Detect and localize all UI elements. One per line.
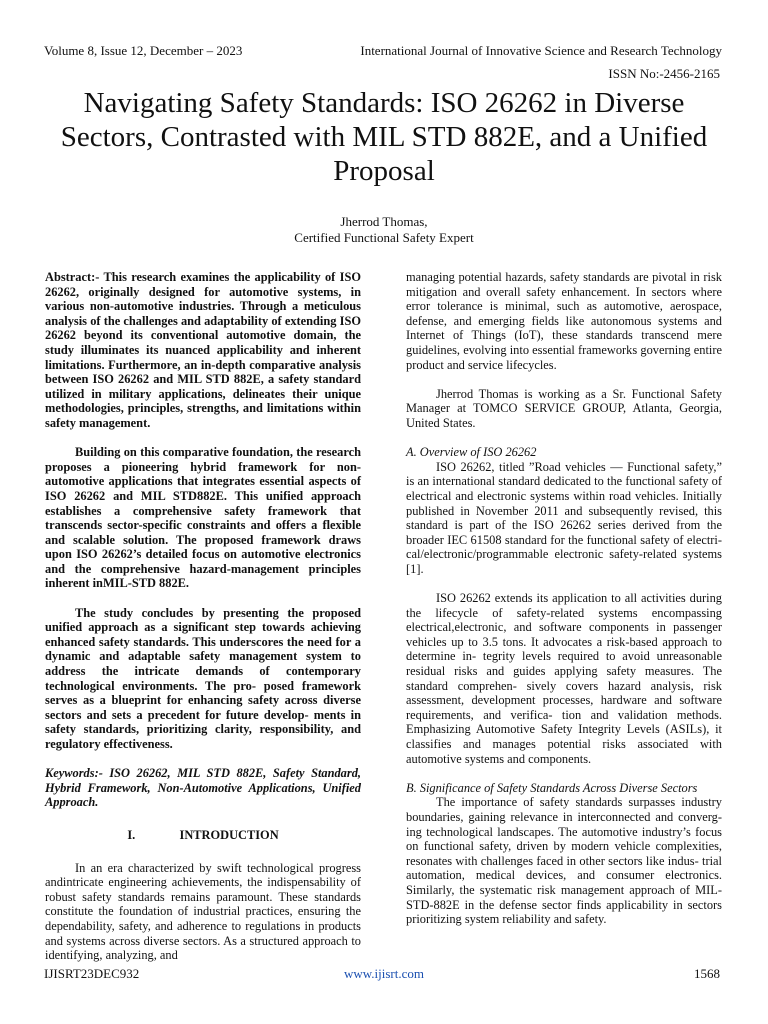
author-block xyxy=(0,214,768,246)
author-affiliation-note: Jherrod Thomas is working as a Sr. Functional Safety Manager at TOMCO SERVICE GROUP, Atlanta, Georgia, United States. xyxy=(406,386,722,430)
section-heading xyxy=(45,828,361,843)
paper-code: IJISRT23DEC932 xyxy=(44,966,140,981)
abstract-paragraph-3: The study concludes by presenting the proposed unified approach as a significant step towards achieving enhanced safety standards. This underscores the need for a dynamic and adaptable safety management system to address the intricate demands of contemporary technological environments. The pro- posed framework serves as a blueprint for enhancing safety across diverse sectors and sets a precedent for future develop- ments in safety standards, prioritizing clarity, responsibility, and regulatory effectiveness. xyxy=(45,605,361,751)
subsection-b-title: B. Significance of Safety Standards Across Diverse Sectors xyxy=(406,780,698,795)
overview-paragraph-2: ISO 26262 extends its application to all activities during the lifecycle of safety-related systems encompassing electrical,electronic, and software components in passenger vehicles up to 3.5 tons. It advocates a risk-based approach to determine in- tegrity levels required to avoid unreasonable residual risks and guides applying safety measures. The standard comprehen- sively covers hazard analysis, risk assessment, development processes, hardware and software requirements, and verifica- tion and validation methods. Emphasizing Automotive Safety Integrity Levels (ASILs), it classifies and manages potential risks associated with automotive systems and components. xyxy=(406,591,722,766)
abstract-paragraph-2: Building on this comparative foundation, the research proposes a pioneering hybrid framework for non-automotive applications that integrates essential aspects of ISO 26262 and MIL STD882E. This unified approach establishes a comprehensive safety framework that transcends sector-specific constraints and offers a flexible and scalable solution. The proposed framework draws upon ISO 26262’s detailed focus on automotive electronics and the comprehensive hazard-management principles inherent inMIL-STD 882E. xyxy=(45,445,361,591)
journal-url-link[interactable]: www.ijisrt.com xyxy=(343,966,425,981)
volume-info: Volume 8, Issue 12, December – 2023 xyxy=(44,43,243,58)
significance-paragraph: The importance of safety standards surpasses industry boundaries, gaining relevance in interconnected and converg- ing technological landscapes. The automotive industry’s focus on functional safety, driven by modern vehicle complexities, resonates with challenges faced in other sectors like indus- trial automation, medical devices, and consumer electronics. Similarly, the systematic risk management approach of MIL- STD-882E in the defense sector finds applicability in sectors prioritizing system reliability and safety. xyxy=(406,795,722,927)
section-number: I. xyxy=(127,827,136,842)
left-column xyxy=(45,270,361,977)
page-number: 1568 xyxy=(694,966,720,981)
keywords: Keywords:- ISO 26262, MIL STD 882E, Safety Standard, Hybrid Framework, Non-Automotive Applications, Unified Approach. xyxy=(45,766,361,810)
author-name: Jherrod Thomas, xyxy=(340,214,428,229)
author-role: Certified Functional Safety Expert xyxy=(294,230,474,245)
subsection-a-title: A. Overview of ISO 26262 xyxy=(406,445,537,460)
overview-paragraph-1: ISO 26262, titled ”Road vehicles — Functional safety,” is an international standard dedicated to the functional safety of electrical and electronic systems within road vehicles. Initially published in November 2011 and subsequently revised, this standard is part of the ISO 26262 series derived from the broader IEC 61508 standard for the functional safety of electri- cal/electronic/programmable electronic safety-related systems [1]. xyxy=(406,459,722,576)
intro-paragraph-1: In an era characterized by swift technological progress andintricate engineering achievements, the indispensability of robust safety standards remains paramount. These standards constitute the foundation of industrial practices, ensuring the dependability, safety, and adherence to regulations in products and systems across diverse sectors. As a structured approach to identifying, analyzing, and xyxy=(45,860,361,963)
intro-paragraph-2: managing potential hazards, safety standards are pivotal in risk mitigation and overall safety enhancement. In sectors where error tolerance is minimal, such as automotive, aerospace, defense, and emerging fields like autonomous systems and Internet of Things (IoT), these standards transcend mere guidelines, evolving into essential frameworks governing entire product and service lifecycles. xyxy=(406,270,722,372)
paper-title: Navigating Safety Standards: ISO 26262 in Diverse Sectors, Contrasted with MIL STD 882E, and a Unified Proposal xyxy=(60,87,708,187)
journal-name: International Journal of Innovative Science and Research Technology xyxy=(360,43,722,58)
right-column xyxy=(406,270,722,941)
abstract-paragraph-1: Abstract:- This research examines the applicability of ISO 26262, originally designed for automotive systems, in various non-automotive industries. Through a meticulous analysis of the challenges and adaptability of extending ISO 26262 beyond its conventional automotive domain, the study illuminates its nuanced applicability and inherent limitations. Furthermore, an in-depth comparative analysis between ISO 26262 and MIL STD 882E, a safety standard utilized in military applications, delineates their unique methodologies, principles, strengths, and limitations within safety management. xyxy=(45,270,361,430)
section-title: INTRODUCTION xyxy=(179,827,279,842)
issn: ISSN No:-2456-2165 xyxy=(608,66,720,81)
